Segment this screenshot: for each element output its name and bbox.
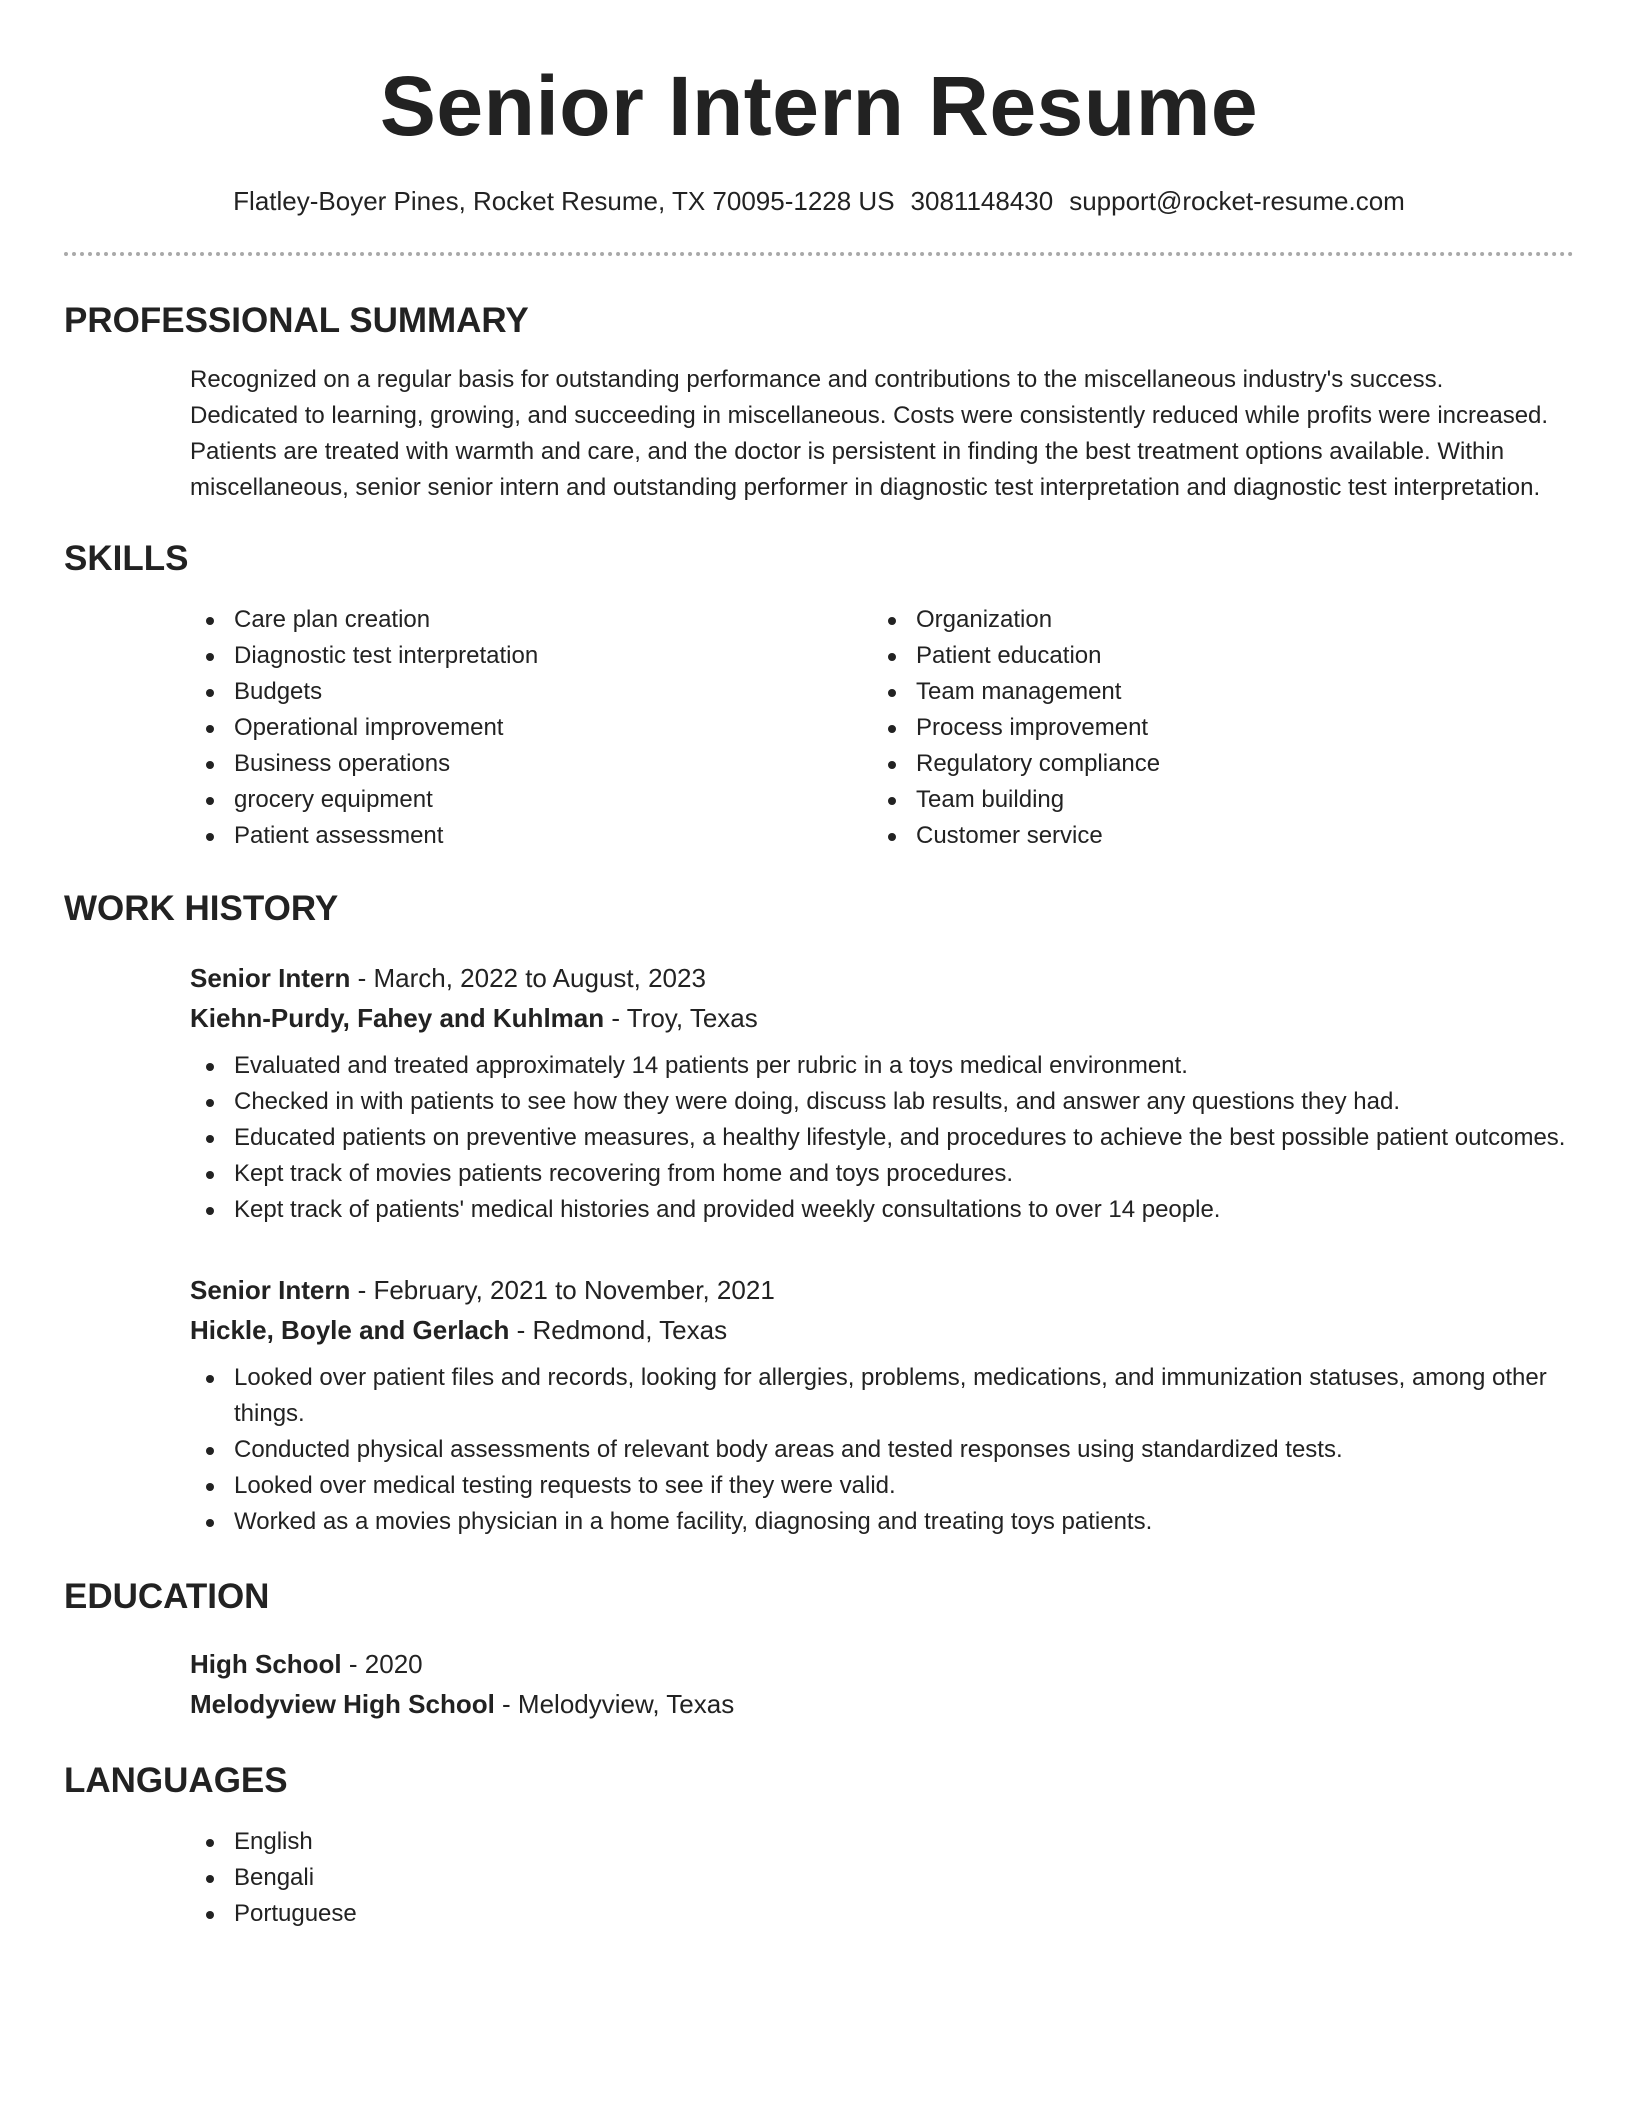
resume-page (64, 0, 1574, 1932)
education-degree: High School (190, 1649, 342, 1679)
education-location: - Melodyview, Texas (494, 1689, 735, 1719)
job-bullet: Conducted physical assessments of relevant body areas and tested responses using standardized tests. (190, 1432, 1580, 1468)
job-bullets (190, 1360, 1580, 1540)
job-bullet: Checked in with patients to see how they were doing, discuss lab results, and answer any questions they had. (190, 1084, 1580, 1120)
skill-item: Patient education (872, 638, 1554, 674)
skill-item: Diagnostic test interpretation (190, 638, 872, 674)
job-position-line (190, 1270, 1574, 1310)
skill-item: Team building (872, 782, 1554, 818)
skill-item: Business operations (190, 746, 872, 782)
education-school-line (190, 1684, 1574, 1724)
job-bullet: Evaluated and treated approximately 14 patients per rubric in a toys medical environment. (190, 1048, 1580, 1084)
skills-column-left (190, 602, 872, 854)
job-bullet: Looked over medical testing requests to see if they were valid. (190, 1468, 1580, 1504)
job-position: Senior Intern (190, 1275, 351, 1305)
skill-item: Care plan creation (190, 602, 872, 638)
job-bullets (190, 1048, 1580, 1228)
skill-item: Customer service (872, 818, 1554, 854)
language-item: Portuguese (190, 1896, 1574, 1932)
job-dates: - February, 2021 to November, 2021 (350, 1275, 775, 1305)
education-school: Melodyview High School (190, 1689, 495, 1719)
email: support@rocket-resume.com (1069, 186, 1405, 216)
skill-item: Budgets (190, 674, 872, 710)
job-bullet: Looked over patient files and records, looking for allergies, problems, medications, and immunization statuses, among other things. (190, 1360, 1580, 1432)
phone: 3081148430 (910, 186, 1054, 216)
resume-title: Senior Intern Resume (379, 59, 1259, 153)
job-bullet: Kept track of movies patients recovering from home and toys procedures. (190, 1156, 1580, 1192)
job-company-line (190, 998, 1574, 1038)
education-entry (190, 1644, 1574, 1724)
skill-item: Patient assessment (190, 818, 872, 854)
languages-items (190, 1824, 1574, 1932)
section-title-skills: SKILLS (64, 539, 189, 578)
job-bullet: Kept track of patients' medical histories and provided weekly consultations to over 14 people. (190, 1192, 1580, 1228)
skill-item: Regulatory compliance (872, 746, 1554, 782)
summary-text: Recognized on a regular basis for outstanding performance and contributions to the miscellaneous industry's success. Dedicated to learning, growing, and succeeding in miscellaneous. Costs were consistently reduced while profits were increased. Patients are treated with warmth and care, and the doctor is persistent in finding the best treatment options available. Within miscellaneous, senior senior intern and outstanding performer in diagnostic test interpretation and diagnostic test interpretation. (190, 366, 1549, 501)
section-title-summary: PROFESSIONAL SUMMARY (64, 301, 529, 340)
job-bullet: Educated patients on preventive measures, a healthy lifestyle, and procedures to achieve the best possible patient outcomes. (190, 1120, 1580, 1156)
education-degree-line (190, 1644, 1574, 1684)
address: Flatley-Boyer Pines, Rocket Resume, TX 70095-1228 US (233, 186, 895, 216)
skill-item: Process improvement (872, 710, 1554, 746)
skill-item: Operational improvement (190, 710, 872, 746)
job-position-line (190, 958, 1574, 998)
section-title-languages: LANGUAGES (64, 1761, 288, 1800)
job-location: - Troy, Texas (604, 1003, 758, 1033)
job-company-line (190, 1310, 1574, 1350)
languages-list (190, 1824, 1574, 1932)
job-company: Kiehn-Purdy, Fahey and Kuhlman (190, 1003, 605, 1033)
skill-item: grocery equipment (190, 782, 872, 818)
contact-line (64, 184, 1574, 218)
job-bullet: Worked as a movies physician in a home facility, diagnosing and treating toys patients. (190, 1504, 1580, 1540)
language-item: Bengali (190, 1860, 1574, 1896)
job-entry (190, 958, 1574, 1228)
header-divider (64, 252, 1574, 256)
job-dates: - March, 2022 to August, 2023 (350, 963, 706, 993)
job-position: Senior Intern (190, 963, 351, 993)
job-company: Hickle, Boyle and Gerlach (190, 1315, 510, 1345)
language-item: English (190, 1824, 1574, 1860)
job-location: - Redmond, Texas (509, 1315, 728, 1345)
skills-column-right (872, 602, 1554, 854)
skill-item: Organization (872, 602, 1554, 638)
section-title-education: EDUCATION (64, 1577, 270, 1616)
job-entry (190, 1270, 1574, 1540)
education-year: - 2020 (341, 1649, 423, 1679)
skills-list (190, 602, 1574, 854)
skill-item: Team management (872, 674, 1554, 710)
section-title-work-history: WORK HISTORY (64, 889, 339, 928)
